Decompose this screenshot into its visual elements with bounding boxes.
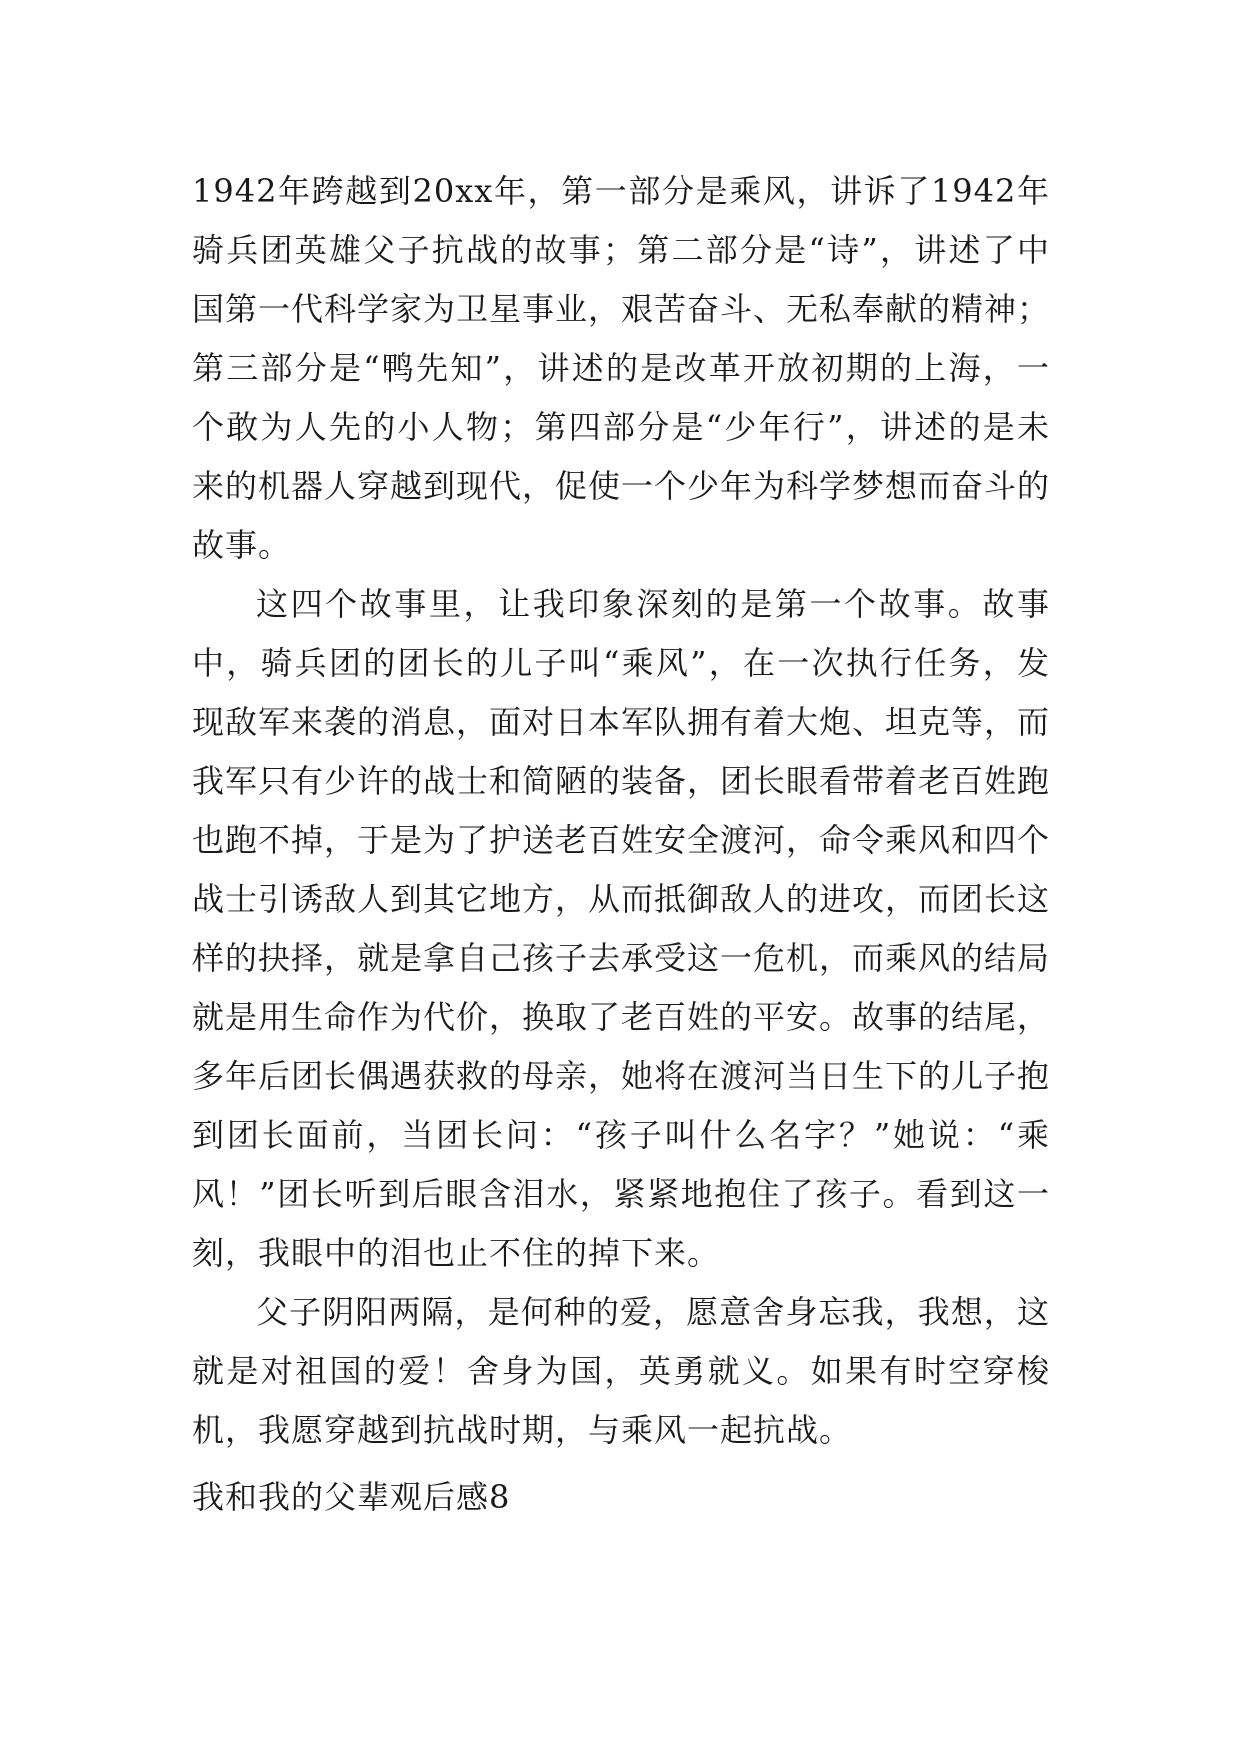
paragraph-2: 这四个故事里，让我印象深刻的是第一个故事。故事中，骑兵团的团长的儿子叫“乘风”，在一次执行任务，发现敌军来袭的消息，面对日本军队拥有着大炮、坦克等，而我军只有少许的战士和简陋的装备，团长眼看带着老百姓跑也跑不掉，于是为了护送老百姓安全渡河，命令乘风和四个战士引诱敌人到其它地方，从而抵御敌人的进攻，而团长这样的抉择，就是拿自己孩子去承受这一危机，而乘风的结局就是用生命作为代价，换取了老百姓的平安。故事的结尾，多年后团长偶遇获救的母亲，她将在渡河当日生下的儿子抱到团长面前，当团长问：“孩子叫什么名字？”她说：“乘风！”团长听到后眼含泪水，紧紧地抱住了孩子。看到这一刻，我眼中的泪也止不住的掉下来。 <box>192 585 1051 1272</box>
body-text <box>192 162 1050 1460</box>
paragraph-1: 1942年跨越到20xx年，第一部分是乘风，讲诉了1942年骑兵团英雄父子抗战的故事；第二部分是“诗”，讲述了中国第一代科学家为卫星事业，艰苦奋斗、无私奉献的精神；第三部分是“鸭先知”，讲述的是改革开放初期的上海，一个敢为人先的小人物；第四部分是“少年行”，讲述的是未来的机器人穿越到现代，促使一个少年为科学梦想而奋斗的故事。 <box>192 172 1051 564</box>
paragraph-3: 父子阴阳两隔，是何种的爱，愿意舍身忘我，我想，这就是对祖国的爱！舍身为国，英勇就义。如果有时空穿梭机，我愿穿越到抗战时期，与乘风一起抗战。 <box>192 1293 1050 1449</box>
section-heading: 我和我的父辈观后感8 <box>192 1478 511 1516</box>
